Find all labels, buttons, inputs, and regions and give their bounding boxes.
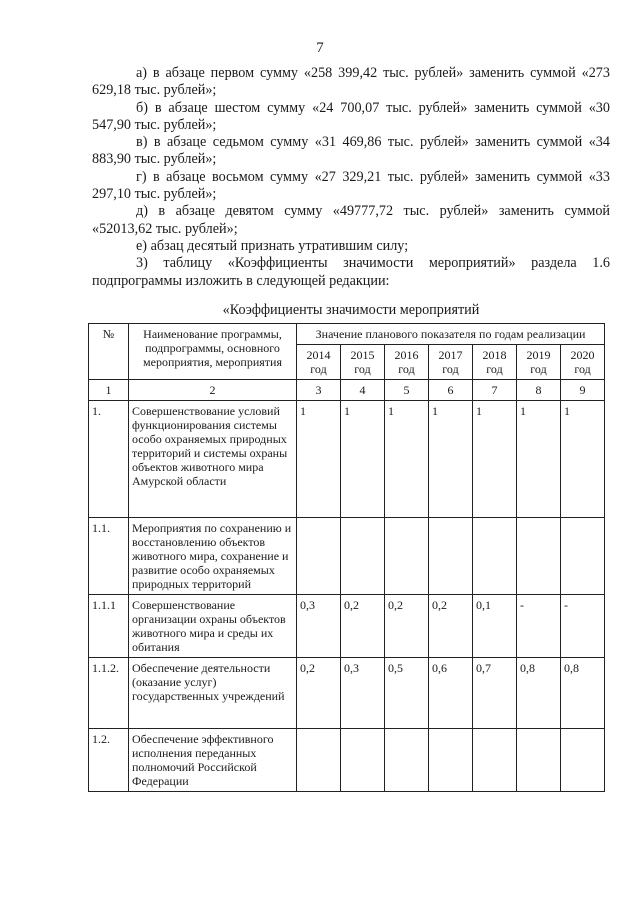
- value-cell: 1: [473, 401, 517, 518]
- value-cell: [517, 518, 561, 595]
- value-cell: 0,1: [473, 595, 517, 658]
- value-cell: [385, 518, 429, 595]
- value-cell: -: [517, 595, 561, 658]
- paragraph-b: б) в абзаце шестом сумму «24 700,07 тыс. рублей» заменить суммой «30 547,90 тыс. рублей»;: [92, 99, 610, 133]
- value-cell: 0,3: [297, 595, 341, 658]
- index-cell: 4: [341, 380, 385, 401]
- header-year: 2017 год: [429, 345, 473, 380]
- header-name: Наименование программы, подпрограммы, основного мероприятия, мероприятия: [129, 324, 297, 380]
- header-year: 2019 год: [517, 345, 561, 380]
- header-num: №: [89, 324, 129, 380]
- value-cell: 0,7: [473, 658, 517, 729]
- amendment-paragraphs: [92, 65, 610, 290]
- index-cell: 1: [89, 380, 129, 401]
- header-years-group: Значение планового показателя по годам реализации: [297, 324, 605, 345]
- row-number: 1.2.: [89, 729, 129, 792]
- table-row: [89, 729, 605, 792]
- value-cell: [517, 729, 561, 792]
- page-number: 7: [316, 40, 324, 56]
- value-cell: 0,5: [385, 658, 429, 729]
- value-cell: [561, 729, 605, 792]
- paragraph-g: г) в абзаце восьмом сумму «27 329,21 тыс. рублей» заменить суммой «33 297,10 тыс. рублей»;: [92, 168, 610, 203]
- index-cell: 5: [385, 380, 429, 401]
- value-cell: [473, 729, 517, 792]
- index-cell: 2: [129, 380, 297, 401]
- value-cell: 0,2: [341, 595, 385, 658]
- value-cell: 0,3: [341, 658, 385, 729]
- value-cell: 1: [429, 401, 473, 518]
- row-name: Обеспечение эффективного исполнения переданных полномочий Российской Федерации: [129, 729, 297, 792]
- paragraph-a: а) в абзаце первом сумму «258 399,42 тыс. рублей» заменить суммой «273 629,18 тыс. рублей»;: [92, 65, 610, 99]
- value-cell: -: [561, 595, 605, 658]
- header-year: 2015 год: [341, 345, 385, 380]
- value-cell: 0,2: [297, 658, 341, 729]
- table-index-row: [89, 380, 605, 401]
- value-cell: 0,8: [561, 658, 605, 729]
- row-number: 1.1.1: [89, 595, 129, 658]
- header-year: 2020 год: [561, 345, 605, 380]
- value-cell: [473, 518, 517, 595]
- paragraph-v: в) в абзаце седьмом сумму «31 469,86 тыс. рублей» заменить суммой «34 883,90 тыс. рублей»;: [92, 134, 610, 168]
- index-cell: 7: [473, 380, 517, 401]
- value-cell: [341, 518, 385, 595]
- value-cell: 0,2: [429, 595, 473, 658]
- index-cell: 8: [517, 380, 561, 401]
- row-name: Совершенствование организации охраны объектов животного мира и среды их обитания: [129, 595, 297, 658]
- header-year: 2016 год: [385, 345, 429, 380]
- value-cell: 1: [297, 401, 341, 518]
- header-year: 2018 год: [473, 345, 517, 380]
- value-cell: 1: [341, 401, 385, 518]
- row-number: 1.: [89, 401, 129, 518]
- row-number: 1.1.2.: [89, 658, 129, 729]
- index-cell: 6: [429, 380, 473, 401]
- value-cell: [297, 729, 341, 792]
- value-cell: [561, 518, 605, 595]
- value-cell: 0,6: [429, 658, 473, 729]
- table-row: [89, 658, 605, 729]
- value-cell: 0,2: [385, 595, 429, 658]
- row-name: Совершенствование условий функционирования системы особо охраняемых природных территорий и системы охраны объектов животного мира Амурской области: [129, 401, 297, 518]
- paragraph-3: 3) таблицу «Коэффициенты значимости мероприятий» раздела 1.6 подпрограммы изложить в следующей редакции:: [92, 255, 610, 289]
- table-row: [89, 401, 605, 518]
- value-cell: 1: [385, 401, 429, 518]
- row-name: Обеспечение деятельности (оказание услуг) государственных учреждений: [129, 658, 297, 729]
- value-cell: [385, 729, 429, 792]
- value-cell: [429, 729, 473, 792]
- index-cell: 3: [297, 380, 341, 401]
- paragraph-e: е) абзац десятый признать утратившим силу;: [136, 237, 409, 254]
- header-year: 2014 год: [297, 345, 341, 380]
- coefficients-table: [88, 323, 605, 792]
- value-cell: 1: [517, 401, 561, 518]
- paragraph-d: д) в абзаце девятом сумму «49777,72 тыс. рублей» заменить суммой «52013,62 тыс. рублей»;: [92, 203, 610, 237]
- table-caption: «Коэффициенты значимости мероприятий: [222, 302, 480, 318]
- table-header-row: [89, 324, 605, 345]
- table-row: [89, 518, 605, 595]
- value-cell: [341, 729, 385, 792]
- row-number: 1.1.: [89, 518, 129, 595]
- value-cell: [297, 518, 341, 595]
- value-cell: 0,8: [517, 658, 561, 729]
- table-row: [89, 595, 605, 658]
- value-cell: [429, 518, 473, 595]
- row-name: Мероприятия по сохранению и восстановлению объектов животного мира, сохранение и развитие особо охраняемых природных территорий: [129, 518, 297, 595]
- value-cell: 1: [561, 401, 605, 518]
- index-cell: 9: [561, 380, 605, 401]
